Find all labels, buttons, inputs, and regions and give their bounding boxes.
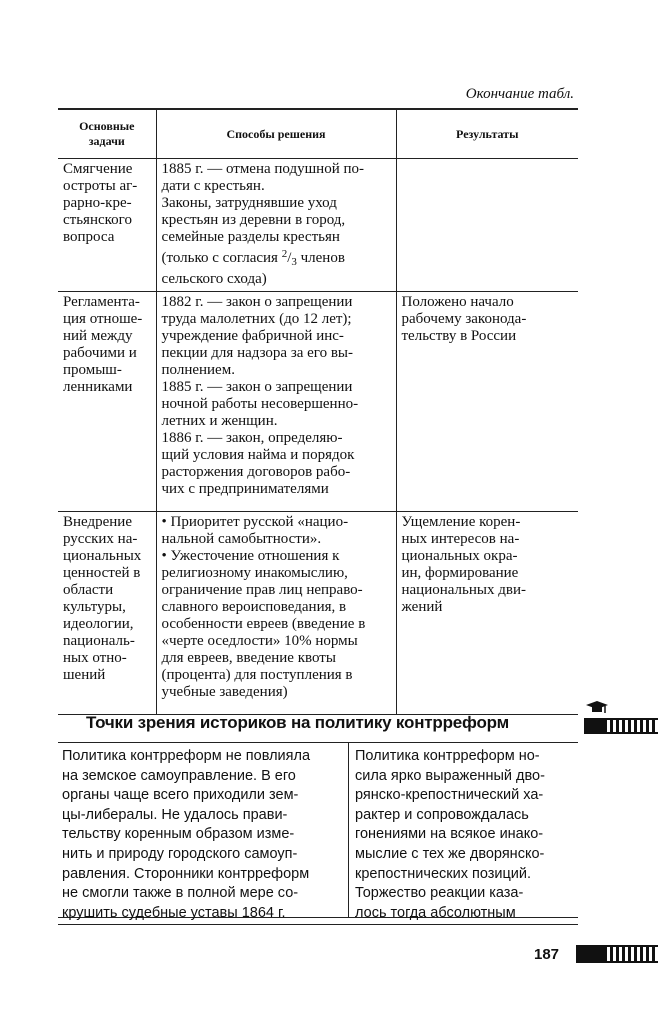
page-number-stripe bbox=[576, 945, 658, 963]
task-line: промыш- bbox=[63, 362, 122, 378]
methods-line: особенности евреев (введение в bbox=[161, 616, 366, 632]
pov-text-line: Политика контрреформ не повлияла bbox=[62, 748, 311, 764]
methods-cell bbox=[156, 512, 396, 715]
pov-text-line: рактер и сопровождалась bbox=[355, 806, 529, 823]
task-line: ция отноше- bbox=[63, 311, 143, 327]
task-line: nациональ- bbox=[63, 633, 135, 649]
methods-line: ограничение прав лиц неправо- bbox=[161, 582, 363, 598]
continued-label: Окончание табл. bbox=[465, 86, 574, 102]
pov-text-line: на земское самоуправление. В его bbox=[62, 767, 296, 784]
result-line: национальных дви- bbox=[401, 582, 526, 598]
pov-title: Точки зрения историков на политику контрреформ bbox=[86, 713, 509, 732]
methods-line: ночной работы несовершенно- bbox=[161, 396, 359, 412]
methods-line: летних и женщин. bbox=[161, 413, 278, 429]
bottom-rule bbox=[58, 924, 578, 925]
methods-line: 1885 г. — отмена подушной по- bbox=[161, 161, 365, 177]
table-row bbox=[58, 159, 578, 292]
table-row bbox=[58, 512, 578, 715]
result-line: рабочему законода- bbox=[401, 311, 527, 327]
task-line: Внедрение bbox=[63, 514, 132, 530]
methods-line: (процента) для поступления в bbox=[161, 667, 353, 683]
methods-line: дати с крестьян. bbox=[161, 178, 265, 194]
section-marker-stripe bbox=[584, 718, 658, 734]
result-line: Положено начало bbox=[401, 294, 514, 310]
methods-line: расторжения договоров рабо- bbox=[161, 464, 351, 480]
methods-line: крестьян из деревни в город, bbox=[161, 212, 346, 228]
pov-text-line: органы чаще всего приходили зем- bbox=[62, 787, 299, 804]
pov-text-line: гонениями на всякое инако- bbox=[355, 826, 544, 843]
methods-line: Законы, затруднявшие уход bbox=[161, 195, 337, 211]
task-cell bbox=[58, 159, 156, 292]
methods-line: учебные заведения) bbox=[161, 684, 288, 700]
pov-text-line: мыслие с тех же дворянско- bbox=[355, 845, 545, 862]
pov-text-line: не смогли также в полной мере со- bbox=[62, 885, 299, 902]
pov-right-column bbox=[348, 743, 578, 921]
task-cell bbox=[58, 512, 156, 715]
methods-line: для евреев, введение квоты bbox=[161, 650, 336, 666]
task-line: русских на- bbox=[63, 531, 138, 547]
result-line: Ущемление корен- bbox=[401, 514, 521, 530]
pov-text-line: крепостнических позиций. bbox=[355, 865, 532, 882]
methods-line: щий условия найма и порядок bbox=[161, 447, 355, 463]
pov-text-line: тельству коренным образом изме- bbox=[62, 826, 295, 843]
pov-text-line: сила ярко выраженный дво- bbox=[355, 767, 545, 784]
methods-line: нальной самобытности». bbox=[161, 531, 322, 547]
task-line: Регламента- bbox=[63, 294, 140, 310]
graduation-cap-icon bbox=[584, 700, 610, 716]
pov-text-line: Политика контрреформ но- bbox=[355, 748, 540, 764]
pov-text-line: рянско-крепостнический ха- bbox=[355, 787, 544, 804]
methods-line: труда малолетних (до 12 лет); bbox=[161, 311, 352, 327]
task-line: шений bbox=[63, 667, 106, 683]
header-results: Результаты bbox=[396, 109, 578, 159]
pov-box bbox=[58, 742, 578, 921]
methods-line: 1886 г. — закон, определяю- bbox=[161, 430, 343, 446]
task-line: рарно-кре- bbox=[63, 195, 132, 211]
result-line: жений bbox=[401, 599, 443, 615]
header-tasks: Основные задачи bbox=[58, 109, 156, 159]
methods-line: учреждение фабричной инс- bbox=[161, 328, 344, 344]
pov-text-line: равления. Сторонники контрреформ bbox=[62, 865, 310, 882]
task-line: вопроса bbox=[63, 229, 115, 245]
pov-text-line: лось тогда абсолютным bbox=[355, 904, 516, 921]
methods-cell bbox=[156, 159, 396, 292]
task-line: Смягчение bbox=[63, 161, 133, 177]
table-row bbox=[58, 292, 578, 512]
task-line: культуры, bbox=[63, 599, 126, 615]
methods-line: полнением. bbox=[161, 362, 235, 378]
header-methods: Способы решения bbox=[156, 109, 396, 159]
methods-line: 1885 г. — закон о запрещении bbox=[161, 379, 353, 395]
table-header-row bbox=[58, 109, 578, 159]
task-line: ний между bbox=[63, 328, 133, 344]
task-line: идеологии, bbox=[63, 616, 134, 632]
methods-line: 1882 г. — закон о запрещении bbox=[161, 294, 353, 310]
result-line: ин, формирование bbox=[401, 565, 519, 581]
fraction-line: (только с согласия $^2/_3$ членов bbox=[161, 248, 345, 268]
task-line: циональных bbox=[63, 548, 142, 564]
methods-line: «черте оседлости» 10% нормы bbox=[161, 633, 358, 649]
task-line: остроты аг- bbox=[63, 178, 138, 194]
pov-text-line: крушить судебные уставы 1864 г. bbox=[62, 904, 286, 921]
pov-text-line: нить и природу городского самоуп- bbox=[62, 845, 298, 862]
task-line: ценностей в bbox=[63, 565, 141, 581]
methods-line: пекции для надзора за его вы- bbox=[161, 345, 353, 361]
result-cell bbox=[396, 159, 578, 292]
methods-cell bbox=[156, 292, 396, 512]
result-line: циональных окра- bbox=[401, 548, 518, 564]
result-line: ных интересов на- bbox=[401, 531, 520, 547]
methods-line: религиозному инакомыслию, bbox=[161, 565, 348, 581]
methods-line: семейные разделы крестьян bbox=[161, 229, 340, 245]
task-line: стьянского bbox=[63, 212, 132, 228]
result-cell bbox=[396, 512, 578, 715]
result-line: тельству в России bbox=[401, 328, 517, 344]
task-line: рабочими и bbox=[63, 345, 137, 361]
methods-line: славного вероисповедания, в bbox=[161, 599, 347, 615]
page-number: 187 bbox=[534, 946, 560, 963]
result-cell bbox=[396, 292, 578, 512]
task-line: области bbox=[63, 582, 114, 598]
task-line: ленниками bbox=[63, 379, 133, 395]
pov-text-line: Торжество реакции каза- bbox=[355, 885, 524, 902]
pov-text-line: цы-либералы. Не удалось прави- bbox=[62, 806, 288, 823]
methods-line: сельского схода) bbox=[161, 271, 267, 287]
pov-left-column bbox=[58, 743, 348, 921]
methods-line: • Ужесточение отношения к bbox=[161, 548, 340, 564]
methods-line: • Приоритет русской «нацио- bbox=[161, 514, 349, 530]
methods-line: чих с предпринимателями bbox=[161, 481, 329, 497]
policy-table bbox=[58, 108, 578, 715]
task-line: ных отно- bbox=[63, 650, 127, 666]
task-cell bbox=[58, 292, 156, 512]
